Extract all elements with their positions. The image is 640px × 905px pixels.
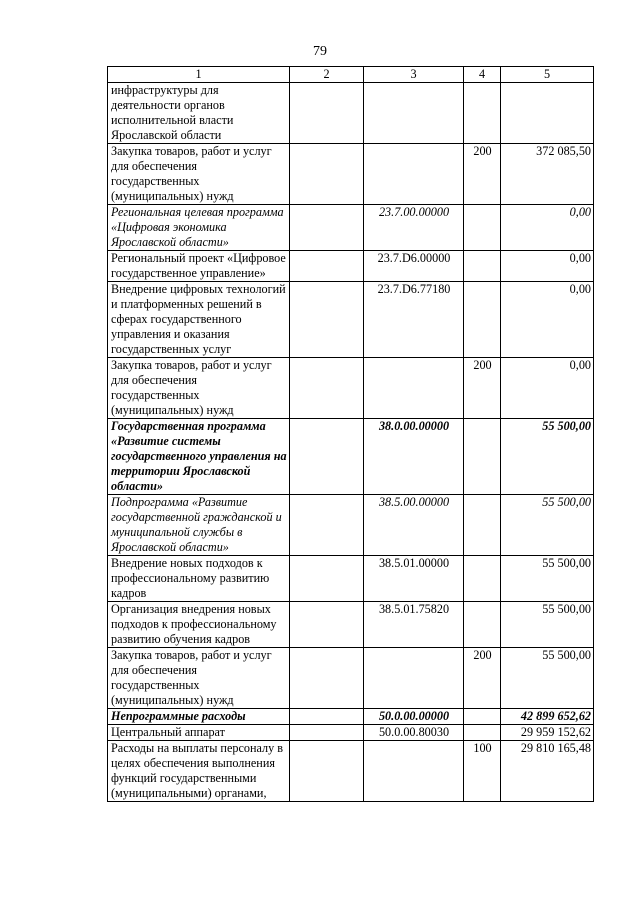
- expense-name: Организация внедрения новых подходов к профессиональному развитию обучения кадров: [108, 602, 290, 648]
- expense-name: Внедрение цифровых технологий и платформенных решений в сферах государственного управления и оказания государственных услуг: [108, 282, 290, 358]
- table-row: [108, 648, 594, 709]
- expense-type-code: [464, 251, 501, 282]
- expense-type-code: [464, 205, 501, 251]
- expense-name: инфраструктуры для деятельности органов исполнительной власти Ярославской области: [108, 83, 290, 144]
- expense-name: Непрограммные расходы: [108, 709, 290, 725]
- table-row: [108, 556, 594, 602]
- target-article-code: 38.5.01.75820: [364, 602, 464, 648]
- amount: 0,00: [501, 282, 594, 358]
- amount: 0,00: [501, 251, 594, 282]
- table-row: [108, 741, 594, 802]
- column-header-4: 4: [464, 67, 501, 83]
- table-row: [108, 419, 594, 495]
- amount: 55 500,00: [501, 602, 594, 648]
- amount: 55 500,00: [501, 556, 594, 602]
- amount: 42 899 652,62: [501, 709, 594, 725]
- budget-table: [107, 66, 594, 802]
- amount: 29 810 165,48: [501, 741, 594, 802]
- empty-cell: [290, 282, 364, 358]
- expense-name: Закупка товаров, работ и услуг для обеспечения государственных (муниципальных) нужд: [108, 648, 290, 709]
- amount: 0,00: [501, 205, 594, 251]
- expense-name: Региональный проект «Цифровое государственное управление»: [108, 251, 290, 282]
- amount: 372 085,50: [501, 144, 594, 205]
- empty-cell: [290, 741, 364, 802]
- target-article-code: 50.0.00.80030: [364, 725, 464, 741]
- target-article-code: [364, 83, 464, 144]
- expense-type-code: 200: [464, 648, 501, 709]
- expense-name: Закупка товаров, работ и услуг для обеспечения государственных (муниципальных) нужд: [108, 358, 290, 419]
- empty-cell: [290, 709, 364, 725]
- empty-cell: [290, 556, 364, 602]
- expense-name: Внедрение новых подходов к профессиональному развитию кадров: [108, 556, 290, 602]
- empty-cell: [290, 648, 364, 709]
- amount: 55 500,00: [501, 495, 594, 556]
- expense-name: Подпрограмма «Развитие государственной гражданской и муниципальной службы в Ярославской области»: [108, 495, 290, 556]
- expense-type-code: 200: [464, 358, 501, 419]
- column-header-5: 5: [501, 67, 594, 83]
- target-article-code: 50.0.00.00000: [364, 709, 464, 725]
- column-header-1: 1: [108, 67, 290, 83]
- page-number: 79: [313, 44, 327, 59]
- expense-type-code: [464, 83, 501, 144]
- amount: 0,00: [501, 358, 594, 419]
- expense-type-code: [464, 725, 501, 741]
- column-header-2: 2: [290, 67, 364, 83]
- target-article-code: [364, 648, 464, 709]
- target-article-code: 23.7.D6.77180: [364, 282, 464, 358]
- empty-cell: [290, 251, 364, 282]
- target-article-code: 23.7.D6.00000: [364, 251, 464, 282]
- expense-name: Закупка товаров, работ и услуг для обеспечения государственных (муниципальных) нужд: [108, 144, 290, 205]
- expense-name: Расходы на выплаты персоналу в целях обеспечения выполнения функций государственными (муниципальными) органами,: [108, 741, 290, 802]
- target-article-code: [364, 741, 464, 802]
- expense-type-code: [464, 282, 501, 358]
- target-article-code: 23.7.00.00000: [364, 205, 464, 251]
- expense-name: Государственная программа «Развитие системы государственного управления на территории Ярославской области»: [108, 419, 290, 495]
- expense-name: Региональная целевая программа «Цифровая экономика Ярославской области»: [108, 205, 290, 251]
- column-header-3: 3: [364, 67, 464, 83]
- table-row: [108, 358, 594, 419]
- expense-type-code: [464, 556, 501, 602]
- target-article-code: 38.5.00.00000: [364, 495, 464, 556]
- column-number-row: [108, 67, 594, 83]
- amount: 55 500,00: [501, 419, 594, 495]
- empty-cell: [290, 144, 364, 205]
- expense-type-code: 200: [464, 144, 501, 205]
- amount: 55 500,00: [501, 648, 594, 709]
- target-article-code: [364, 358, 464, 419]
- expense-name: Центральный аппарат: [108, 725, 290, 741]
- target-article-code: 38.5.01.00000: [364, 556, 464, 602]
- table-row: [108, 725, 594, 741]
- target-article-code: [364, 144, 464, 205]
- empty-cell: [290, 419, 364, 495]
- amount: 29 959 152,62: [501, 725, 594, 741]
- table-row: [108, 602, 594, 648]
- expense-type-code: [464, 495, 501, 556]
- expense-type-code: [464, 419, 501, 495]
- table-row: [108, 251, 594, 282]
- table-row: [108, 709, 594, 725]
- empty-cell: [290, 205, 364, 251]
- table-row: [108, 205, 594, 251]
- table-row: [108, 495, 594, 556]
- table-row: [108, 83, 594, 144]
- target-article-code: 38.0.00.00000: [364, 419, 464, 495]
- empty-cell: [290, 495, 364, 556]
- empty-cell: [290, 83, 364, 144]
- expense-type-code: 100: [464, 741, 501, 802]
- empty-cell: [290, 725, 364, 741]
- expense-type-code: [464, 709, 501, 725]
- empty-cell: [290, 358, 364, 419]
- expense-type-code: [464, 602, 501, 648]
- table-row: [108, 282, 594, 358]
- table-row: [108, 144, 594, 205]
- amount: [501, 83, 594, 144]
- empty-cell: [290, 602, 364, 648]
